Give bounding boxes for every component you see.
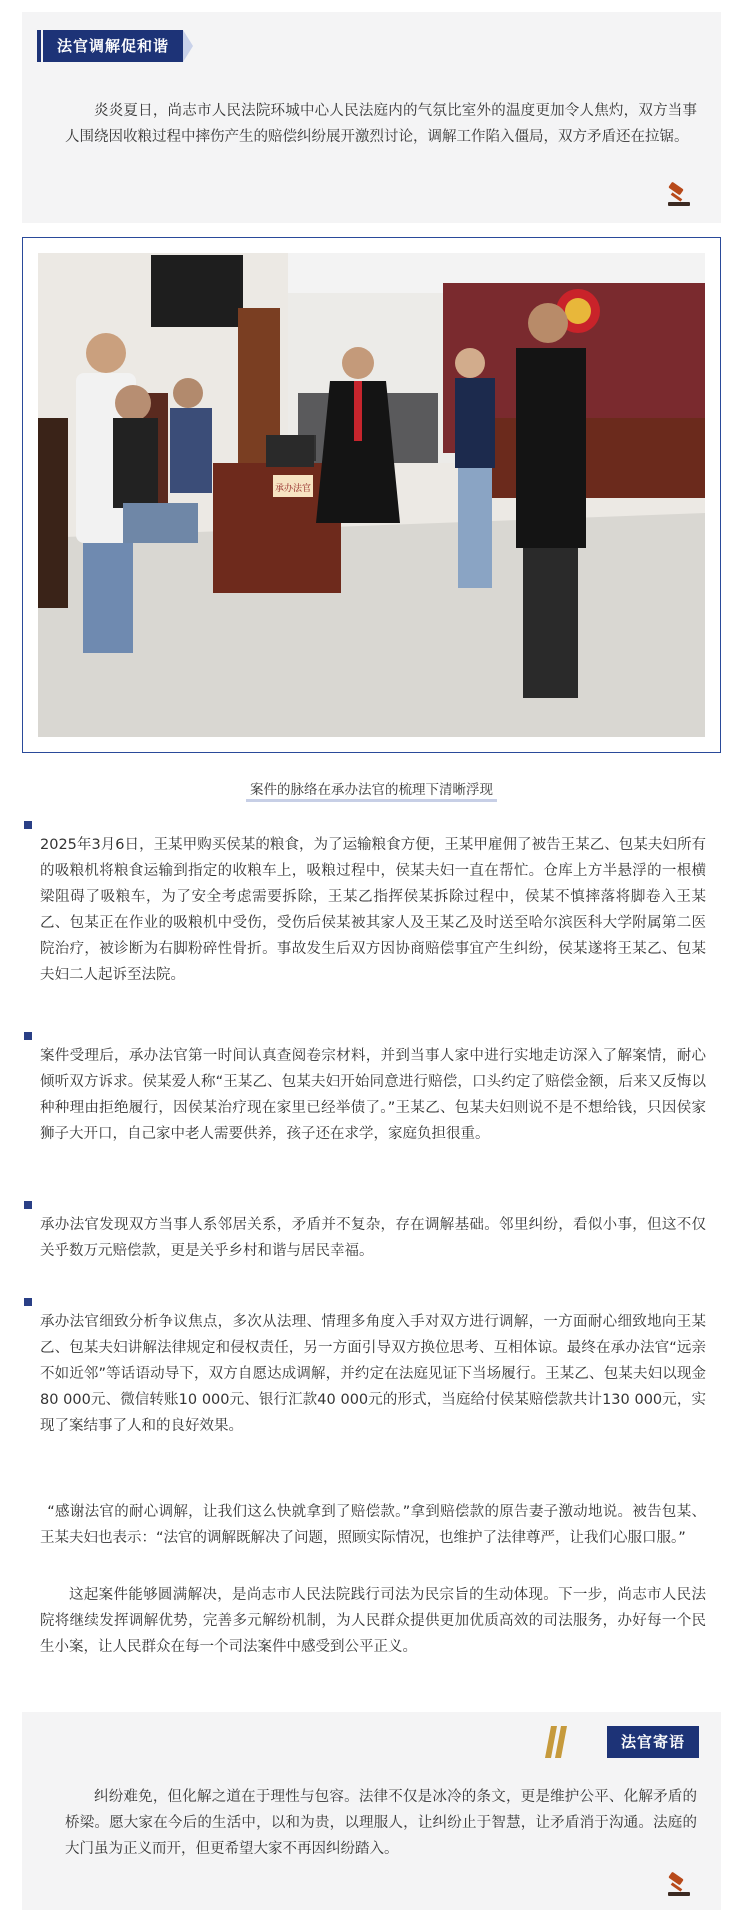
desk-plate: 承办法官 <box>274 484 312 494</box>
stripes-icon <box>545 1726 571 1758</box>
square-marker-icon <box>24 1298 32 1306</box>
body-paragraph-6: 这起案件能够圆满解决，是尚志市人民法院践行司法为民宗旨的生动体现。下一步，尚志市人民法院将继续发挥调解优势，完善多元解纷机制，为人民群众提供更加优质高效的司法服务，办好每一个民生小案，让人民群众在每一个司法案件中感受到公平正义。 <box>40 1587 706 1655</box>
body-paragraph-3: 承办法官发现双方当事人系邻居关系，矛盾并不复杂，存在调解基础。邻里纠纷，看似小事，但这不仅关乎数万元赔偿款，更是关乎乡村和谐与居民幸福。 <box>40 1217 706 1259</box>
body-paragraph-1: 2025年3月6日，王某甲购买侯某的粮食，为了运输粮食方便，王某甲雇佣了被告王某乙、包某夫妇所有的吸粮机将粮食运输到指定的收粮车上，吸粮过程中，侯某夫妇一直在帮忙。仓库上方半悬浮的一根横梁阻碍了吸粮车，为了安全考虑需要拆除，王某乙指挥侯某拆除过程中，侯某不慎摔落将脚卷入王某乙、包某正在作业的吸粮机中受伤，受伤后侯某被其家人及王某乙及时送至哈尔滨医科大学附属第二医院治疗，被诊断为右脚粉碎性骨折。事故发生后双方因协商赔偿事宜产生纠纷，侯某遂将王某乙、包某夫妇二人起诉至法院。 <box>40 837 706 983</box>
gavel-icon <box>665 182 693 208</box>
body-paragraph-5: “感谢法官的耐心调解，让我们这么快就拿到了赔偿款。”拿到赔偿款的原告妻子激动地说。被告包某、王某夫妇也表示：“法官的调解既解决了问题，照顾实际情况，也维护了法律尊严，让我们心服口服。” <box>40 1504 706 1546</box>
intro-card <box>22 12 721 223</box>
square-marker-icon <box>24 1032 32 1040</box>
photo-frame <box>22 237 721 753</box>
photo-caption <box>0 778 743 798</box>
intro-paragraph: 炎炎夏日，尚志市人民法院环城中心人民法庭内的气氛比室外的温度更加令人焦灼，双方当事人围绕因收粮过程中摔伤产生的赔偿纠纷展开激烈讨论，调解工作陷入僵局，双方矛盾还在拉锯。 <box>65 103 697 145</box>
closing-card <box>22 1712 721 1910</box>
intro-heading: 法官调解促和谐 <box>43 30 183 62</box>
courtroom-photo <box>38 253 705 737</box>
gavel-icon <box>665 1872 693 1898</box>
body-paragraph-2: 案件受理后，承办法官第一时间认真查阅卷宗材料，并到当事人家中进行实地走访深入了解案情，耐心倾听双方诉求。侯某爱人称“王某乙、包某夫妇开始同意进行赔偿，口头约定了赔偿金额，后来又反悔以种种理由拒绝履行，因侯某治疗现在家里已经举债了。”王某乙、包某夫妇则说不是不想给钱，只因侯家狮子大开口，自己家中老人需要供养，孩子还在求学，家庭负担很重。 <box>40 1048 706 1142</box>
square-marker-icon <box>24 821 32 829</box>
closing-paragraph: 纠纷难免，但化解之道在于理性与包容。法律不仅是冰冷的条文，更是维护公平、化解矛盾的桥梁。愿大家在今后的生活中，以和为贵，以理服人，让纠纷止于智慧，让矛盾消于沟通。法庭的大门虽为正义而开，但更希望大家不再因纠纷踏入。 <box>65 1789 697 1857</box>
square-marker-icon <box>24 1201 32 1209</box>
body-paragraph-4: 承办法官细致分析争议焦点，多次从法理、情理多角度入手对双方进行调解，一方面耐心细致地向王某乙、包某夫妇讲解法律规定和侵权责任，另一方面引导双方换位思考、互相体谅。最终在承办法官“远亲不如近邻”等话语动导下，双方自愿达成调解，并约定在法庭见证下当场履行。王某乙、包某夫妇以现金80 000元、微信转账10 000元、银行汇款40 000元的形式，当庭给付侯某赔偿款共计130 000元，实现了案结事了人和的良好效果。 <box>40 1314 706 1434</box>
closing-heading: 法官寄语 <box>607 1726 699 1758</box>
photo-caption-text: 案件的脉络在承办法官的梳理下清晰浮现 <box>246 782 497 802</box>
